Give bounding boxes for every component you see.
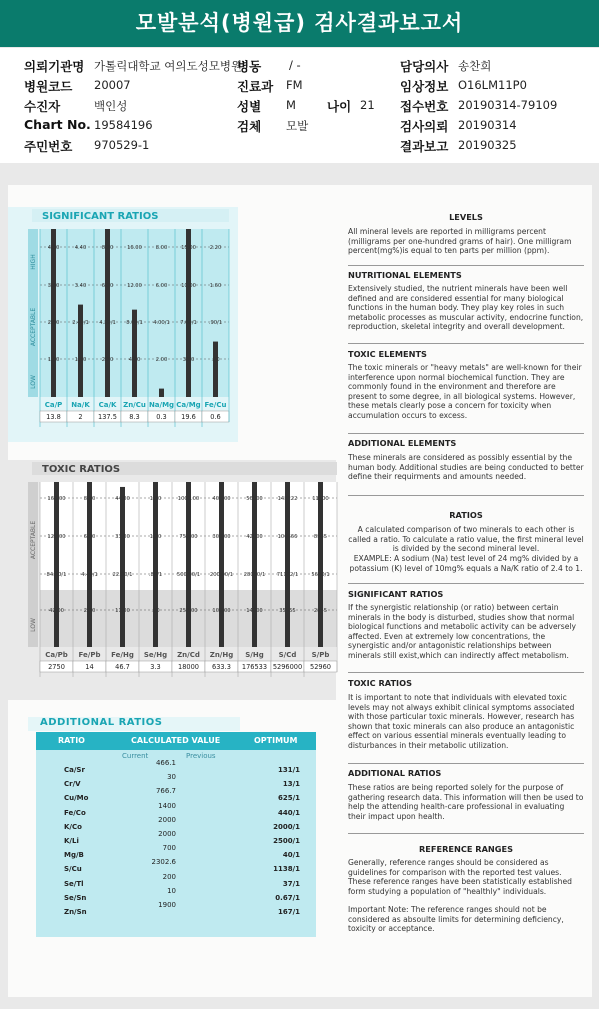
info-value: 19584196 (94, 118, 153, 132)
scale-label: 28000/1 (243, 572, 266, 578)
current-value: 2000 (158, 815, 176, 824)
value-label: 52960 (310, 663, 331, 671)
scale-label: 33.00 (115, 534, 130, 540)
current-value: 466.1 (155, 759, 176, 767)
ratio-name: Se/Sn (64, 893, 87, 902)
significant-heading: SIGNIFICANT RATIOS (348, 589, 444, 599)
toxic-ratios-heading: TOXIC RATIOS (348, 678, 412, 688)
ratios-heading: RATIOS (449, 510, 483, 520)
category-label: Zn/Cu (123, 401, 146, 409)
ratio-name: S/Cu (64, 865, 82, 874)
scale-label: 35555 (279, 608, 296, 614)
scale-label: 1.40 (74, 357, 87, 363)
category-label: Ca/Pb (45, 651, 68, 659)
scale-label: 44.00 (115, 496, 130, 502)
ratio-bar (51, 229, 56, 397)
value-label: 8.3 (129, 413, 140, 421)
info-label: 병동 (237, 59, 262, 74)
scale-label: 5690/1 (311, 572, 330, 578)
scale-label: 142222 (277, 496, 298, 502)
scale-label: .40 (151, 608, 160, 614)
scale-label: 4.60 (47, 245, 60, 251)
reference-heading: REFERENCE RANGES (419, 844, 513, 854)
col-calculated: CALCULATED VALUE (131, 736, 221, 745)
current-value: 1400 (158, 801, 176, 810)
scale-label: 71122/1 (276, 572, 299, 578)
ratio-name: Cu/Mo (64, 794, 89, 803)
scale-label: 11.00 (115, 608, 130, 614)
category-label: Na/Mg (148, 401, 175, 409)
ratios-example: EXAMPLE: A sodium (Na) test level of 24 mg% divided by a potassium (K) level of 10mg% equals a Na/K ratio of 2.4 to 1. (349, 554, 583, 573)
category-label: S/Cd (278, 651, 297, 659)
info-value: 모발 (286, 119, 309, 133)
info-label: 임상정보 (400, 79, 449, 94)
info-value: 백인성 (94, 99, 128, 113)
value-label: 5296000 (272, 663, 303, 671)
optimum-value: 13/1 (282, 780, 300, 789)
category-label: Ca/Mg (176, 401, 201, 409)
category-label: Zn/Cd (177, 651, 200, 659)
category-label: Ca/P (44, 401, 63, 409)
col-ratio: RATIO (58, 736, 85, 745)
ratio-bar (54, 482, 59, 647)
value-label: 137.5 (98, 413, 117, 421)
ratio-bar (252, 482, 257, 647)
scale-label: 120.00 (47, 534, 66, 540)
info-label: 성별 (237, 99, 262, 114)
value-label: 3.3 (150, 663, 161, 671)
scale-label: 3.60 (47, 283, 60, 289)
optimum-value: 40/1 (282, 851, 300, 860)
scale-label: 16.00 (127, 245, 142, 251)
scale-label: .90/1 (208, 320, 223, 326)
scale-label: 500.00/1 (176, 572, 201, 578)
toxic-ratios-chart (8, 460, 338, 700)
scale-label: 56000 (246, 496, 263, 502)
scale-label: 400.00 (212, 496, 231, 502)
scale-label: 1.20 (149, 534, 162, 540)
category-label: Na/K (71, 401, 90, 409)
info-value: 20190314-79109 (458, 98, 558, 112)
info-label: 주민번호 (24, 139, 73, 154)
info-label: 진료과 (237, 79, 274, 94)
scale-label: 11.00 (181, 283, 196, 289)
scale-label: 1.60 (47, 357, 60, 363)
scale-label: 750.00 (179, 534, 198, 540)
info-label: Chart No. (24, 117, 91, 132)
scale-label: 300.00 (212, 534, 231, 540)
value-label: 0.6 (210, 413, 221, 421)
scale-label: 2845 (313, 608, 328, 614)
scale-label: 2.20 (209, 245, 222, 251)
reference-note: Important Note: The reference ranges should not be considered as absoulte limits for determining deficiency, toxicity or acceptance. (348, 905, 564, 933)
ratio-bar (186, 482, 191, 647)
band-label: ACCEPTABLE (30, 307, 37, 347)
category-label: Fe/Pb (78, 651, 101, 659)
scale-label: 2.20 (101, 357, 114, 363)
scale-label: .20 (211, 357, 220, 363)
category-label: Ca/K (98, 401, 117, 409)
band-label: LOW (30, 375, 37, 389)
current-value: 200 (162, 872, 176, 881)
category-label: S/Pb (311, 651, 330, 659)
value-label: 633.3 (212, 663, 231, 671)
info-value: 20007 (94, 78, 131, 92)
toxic-ratios-text: It is important to note that individuals with elevated toxic levels may not always exhibit clinical symptoms associated with those particular toxic minerals. However, research has shown that toxic minerals can also produce an antagonistic effect on various essential minerals eventually leading to disturbances in their metabolic utilization. (348, 693, 575, 750)
optimum-value: 131/1 (277, 766, 300, 774)
scale-label: 8.00 (155, 245, 168, 251)
scale-label: 2.00 (155, 357, 168, 363)
scale-label: 4.00/1 (153, 320, 170, 326)
scale-label: 250.00 (179, 608, 198, 614)
info-label: 결과보고 (400, 139, 449, 154)
scale-label: 8.20 (101, 245, 114, 251)
scale-label: 1.60 (149, 496, 162, 502)
value-label: 19.6 (181, 413, 196, 421)
scale-label: 8.00/1 (126, 320, 143, 326)
optimum-value: 440/1 (277, 808, 300, 817)
ratio-name: K/Li (64, 837, 79, 845)
nutritional-text: Extensively studied, the nutrient minerals have been well defined and are considered essential for many biological functions in the human body. They play key roles in such metabolic processes as muscular activity, endocrine function, reproduction, skeletal integrity and overall development. (348, 284, 584, 331)
value-label: 18000 (178, 663, 199, 671)
category-label: Se/Hg (143, 651, 168, 659)
info-label: 나이 (327, 99, 352, 114)
additional-ratios-table (36, 732, 316, 937)
chart-title: TOXIC RATIOS (42, 464, 121, 475)
additional-ratios-heading: ADDITIONAL RATIOS (348, 768, 442, 778)
report-title: 모발분석(병원급) 검사결과보고서 (0, 0, 599, 47)
toxic-text: The toxic minerals or "heavy metals" are well-known for their interference upon normal biochemical function. They are commonly found in the environment and therefore are present to some degree, in all biological systems. However, these metals clearly pose a concern for toxicity when accumulation occurs to excess. (348, 363, 582, 420)
scale-label: 2.20 (83, 608, 96, 614)
info-value: O16LM11P0 (458, 78, 527, 92)
info-value: 20190325 (458, 138, 517, 152)
ratio-bar (159, 389, 164, 397)
scale-label: .80/1 (148, 572, 163, 578)
additional-elements-heading: ADDITIONAL ELEMENTS (348, 438, 457, 448)
value-label: 176533 (241, 663, 268, 671)
table-header (36, 732, 316, 750)
optimum-value: 167/1 (277, 908, 300, 916)
scale-label: 160.00 (47, 496, 66, 502)
band-label: LOW (30, 618, 37, 632)
scale-label: 6.60 (83, 534, 96, 540)
current-value: 700 (162, 844, 176, 853)
reference-text: Generally, reference ranges should be considered as guidelines for comparison with the reported test values. These reference ranges have been statistically established form studying a population of "healthly" individuals. (348, 858, 572, 896)
ratio-name: Cr/V (64, 780, 81, 789)
value-label: 2750 (48, 663, 65, 671)
category-label: Fe/Cu (204, 401, 227, 409)
ratio-bar (120, 487, 125, 647)
scale-label: 106666 (277, 534, 298, 540)
patient-info (0, 48, 599, 163)
info-value: FM (286, 78, 303, 92)
optimum-value: 1138/1 (273, 865, 300, 874)
category-label: Fe/Hg (111, 651, 134, 659)
ratios-text: A calculated comparison of two minerals to each other is called a ratio. To calculate a ratio value, the first mineral level is divided by the second mineral level. (348, 525, 584, 553)
scale-label: 42000 (246, 534, 263, 540)
scale-label: 100.00 (212, 608, 231, 614)
scale-label: 4.00 (128, 357, 141, 363)
scale-label: 22.00/1 (112, 572, 133, 578)
scale-label: 15.00 (181, 245, 196, 251)
optimum-value: 2000/1 (273, 822, 300, 831)
scale-label: 8535 (313, 534, 328, 540)
value-label: 13.8 (46, 413, 61, 421)
info-label: 검사의뢰 (400, 119, 449, 134)
additional-ratios-title: ADDITIONAL RATIOS (28, 717, 240, 731)
col-optimum: OPTIMUM (254, 736, 298, 745)
info-label: 의뢰기관명 (24, 59, 85, 74)
scale-label: 1.60 (209, 283, 222, 289)
value-label: 0.3 (156, 413, 167, 421)
scale-label: 6.20 (101, 283, 114, 289)
category-label: S/Hg (245, 651, 264, 659)
scale-label: 14000 (246, 608, 263, 614)
scale-label: 84.00/1 (46, 572, 67, 578)
scale-label: 42.00 (49, 608, 64, 614)
current-value: 30 (167, 773, 176, 782)
ratio-bar (153, 482, 158, 647)
additional-ratios-text: These ratios are being reported solely for the purpose of gathering research data. This information will then be used to help the attending health-care professional in evaluating their impact upon health. (348, 783, 584, 821)
optimum-value: 0.67/1 (275, 893, 300, 902)
toxic-heading: TOXIC ELEMENTS (348, 349, 427, 359)
info-label: 접수번호 (400, 99, 449, 114)
significant-ratios-chart (8, 207, 338, 442)
additional-elements-text: These minerals are considered as possibly essential by the human body. Additional studies are being conducted to better define their requirments and amounts needed. (348, 453, 584, 481)
info-value: / - (289, 58, 301, 72)
scale-label: 11300 (312, 496, 329, 502)
current-value: 2000 (158, 830, 176, 838)
current-value: 2302.6 (151, 858, 176, 867)
scale-label: 7.00/1 (180, 320, 197, 326)
band-label: ACCEPTABLE (30, 520, 37, 560)
chart-title: SIGNIFICANT RATIOS (42, 211, 159, 222)
band-label: HIGH (30, 254, 37, 270)
info-value: M (286, 98, 296, 112)
ratio-bar (186, 229, 191, 397)
ratio-name: Se/Tl (64, 879, 84, 888)
scale-label: 8.80 (83, 496, 96, 502)
info-value: 21 (360, 98, 375, 112)
category-label: Zn/Hg (209, 651, 234, 659)
ratio-name: Mg/B (64, 851, 84, 860)
scale-label: 200.00/1 (209, 572, 234, 578)
current-value: 766.7 (155, 787, 176, 796)
scale-label: 3.00 (182, 357, 195, 363)
info-value: 가톨릭대학교 여의도성모병원 (94, 59, 243, 73)
col-current: Current (122, 752, 149, 760)
value-label: 14 (85, 663, 94, 671)
ratio-bar (318, 482, 323, 647)
scale-label: 4.20/1 (99, 320, 116, 326)
ratio-bar (105, 229, 110, 397)
ratio-bar (213, 342, 218, 397)
scale-label: 1000.00 (177, 496, 200, 502)
ratio-bar (285, 482, 290, 647)
info-label: 검체 (237, 119, 262, 134)
current-value: 10 (167, 886, 176, 895)
ratio-bar (87, 482, 92, 647)
scale-label: 2.40/1 (72, 320, 89, 326)
scale-label: 2.60 (47, 320, 60, 326)
info-value: 970529-1 (94, 138, 150, 152)
report-sheet (8, 185, 592, 997)
info-value: 20190314 (458, 118, 517, 132)
scale-label: 4.40/1 (81, 572, 98, 578)
info-label: 수진자 (24, 99, 61, 114)
scale-label: 12.00 (127, 283, 142, 289)
nutritional-heading: NUTRITIONAL ELEMENTS (348, 270, 462, 280)
scale-label: 3.40 (74, 283, 87, 289)
ratio-name: Fe/Co (64, 808, 86, 817)
ratio-bar (78, 305, 83, 397)
current-value: 1900 (158, 901, 176, 909)
ratio-bar (219, 482, 224, 647)
significant-text: If the synergistic relationship (or ratio) between certain minerals in the body is disturbed, studies show that normal biological functions and metabolic activity can be adversely affected. Even at extremely low concentrations, the synergistic and/or antagonistic relationships between minerals still exist,which can indirectly affect metabolism. (348, 603, 577, 660)
optimum-value: 37/1 (282, 879, 300, 888)
value-label: 2 (78, 413, 83, 421)
levels-heading: LEVELS (449, 212, 483, 222)
info-label: 담당의사 (400, 59, 449, 74)
levels-text: All mineral levels are reported in milligrams percent (milligrams per one-hundred grams of hair). One milligram percent(mg%)is equal to ten parts per million (ppm). (348, 227, 572, 255)
ratio-name: K/Co (64, 822, 82, 831)
col-previous: Previous (186, 752, 216, 760)
value-label: 46.7 (115, 663, 130, 671)
scale-label: 4.40 (74, 245, 87, 251)
optimum-value: 2500/1 (273, 837, 300, 845)
scale-label: 6.00 (155, 283, 168, 289)
ratio-name: Zn/Sn (64, 908, 87, 916)
info-label: 병원코드 (24, 79, 73, 94)
ratio-name: Ca/Sr (64, 766, 85, 774)
info-value: 송찬희 (458, 59, 492, 73)
optimum-value: 625/1 (277, 794, 300, 803)
